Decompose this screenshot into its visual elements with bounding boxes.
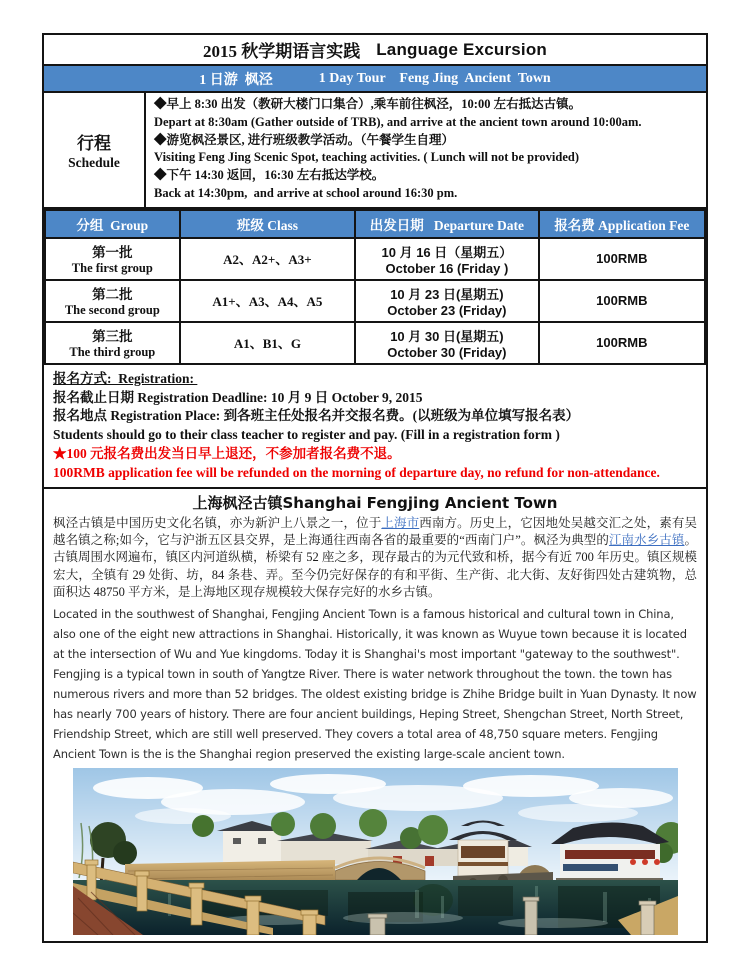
paragraph-text: 西南方。历史上，它因地处吴越交汇之处，素有吴越名镇之称;如今，它与沪浙五区县交界，是上海通往西南各省的最重要的“西南门户”。枫泾为典型的: [53, 515, 697, 547]
cell-group-1: [45, 238, 180, 280]
schedule-item-1-cn: ◆早上 8:30 出发（教研大楼门口集合）,乘车前往枫泾，10:00 左右抵达古镇。: [154, 97, 582, 111]
banner-english: 1 Day Tour Feng Jing Ancient Town: [318, 70, 551, 86]
date-en: October 30 (Friday): [387, 344, 507, 360]
cell-fee-1: 100RMB: [539, 238, 705, 280]
date-en: October 16 (Friday ): [385, 260, 509, 276]
document-title: [44, 35, 706, 66]
header-application-fee: 报名费 Application Fee: [539, 210, 705, 238]
schedule-label-cn: 行程: [77, 133, 111, 153]
schedule-item-2-cn: ◆游览枫泾景区, 进行班级教学活动。（午餐学生自理）: [154, 132, 455, 147]
group-name-en: The third group: [69, 345, 156, 360]
fengjing-photo-illustration: [73, 768, 678, 935]
table-row: [45, 322, 705, 364]
excursion-flyer: [42, 33, 708, 943]
date-cn: 10 月 30 日(星期五): [390, 328, 504, 344]
title-english: Language Excursion: [376, 39, 548, 59]
groups-table-header-row: [45, 210, 705, 238]
header-departure-date: 出发日期 Departure Date: [355, 210, 538, 238]
schedule-item-3-cn: ◆下午 14:30 返回，16:30 左右抵达学校。: [154, 168, 385, 183]
header-class: 班级 Class: [180, 210, 356, 238]
date-en: October 23 (Friday): [387, 302, 507, 318]
schedule-item-2-en: Visiting Feng Jing Scenic Spot, teaching activities. ( Lunch will not be provided): [154, 150, 580, 165]
date-cn: 10 月 16 日（星期五）: [381, 244, 513, 260]
inline-link[interactable]: 上海市: [381, 515, 420, 530]
date-cn: 10 月 23 日(星期五): [390, 286, 504, 302]
fengjing-description-en: Located in the southwest of Shanghai, Fengjing Ancient Town is a famous historical and cultural town in China, also one of the eight new attractions in Shanghai. Historically, it was known as Wuyue town because it is located at the intersection of Wu and Yue kingdoms. Today it is Shanghai's most important "gateway to the southwest". Fengjing is a typical town in south of Yangtze River. There is water network throughout the town. the town has numerous rivers and more than 52 bridges. The oldest existing bridge is Zhihe Bridge built in Yuan Dynasty. It now has nearly 700 years of history. There are four ancient buildings, Heping Street, Shengchan Street, North Street, Friendship Street, which are still well preserved. They covers a total area of 48,750 square meters. Fengjing Ancient Town is the is the Shanghai region preserved the existing large-scale ancient town.: [53, 606, 697, 761]
cell-group-3: [45, 322, 180, 364]
schedule-item-3-en: Back at 14:30pm, and arrive at school around 16:30 pm.: [154, 185, 458, 200]
cell-date-1: [355, 238, 538, 280]
refund-notice-cn: ★100 元报名费出发当日早上退还，不参加者报名费不退。: [53, 445, 401, 461]
registration-place-en: Students should go to their class teacher to register and pay. (Fill in a registration form ): [53, 427, 560, 443]
cell-classes-1: A2、A2+、A3+: [180, 238, 356, 280]
registration-heading: 报名方式: Registration:: [53, 370, 198, 386]
group-name-cn: 第二批: [92, 287, 133, 303]
schedule-item-1-en: Depart at 8:30am (Gather outside of TRB), and arrive at the ancient town around 10:00am.: [154, 114, 642, 129]
cell-fee-3: 100RMB: [539, 322, 705, 364]
group-name-cn: 第一批: [92, 245, 133, 261]
cell-classes-2: A1+、A3、A4、A5: [180, 280, 356, 322]
cell-classes-3: A1、B1、G: [180, 322, 356, 364]
schedule-items: [146, 93, 706, 207]
cell-date-3: [355, 322, 538, 364]
paragraph-text: 枫泾古镇是中国历史文化名镇，亦为新沪上八景之一，位于: [53, 515, 382, 530]
tour-banner: [44, 66, 706, 93]
registration-deadline: 报名截止日期 Registration Deadline: 10 月 9 日 October 9, 2015: [53, 389, 423, 405]
registration-section: [44, 365, 706, 489]
cell-fee-2: 100RMB: [539, 280, 705, 322]
group-name-cn: 第三批: [92, 329, 133, 345]
table-row: [45, 238, 705, 280]
group-name-en: The first group: [71, 261, 153, 276]
schedule-section: [44, 93, 706, 209]
schedule-label-en: Schedule: [68, 154, 120, 170]
fengjing-section-title: 上海枫泾古镇Shanghai Fengjing Ancient Town: [192, 493, 558, 512]
refund-notice-en: 100RMB application fee will be refunded on the morning of departure day, no refund for non-attendance.: [53, 464, 660, 480]
header-group: 分组 Group: [45, 210, 180, 238]
banner-chinese: 1 日游 枫泾: [199, 72, 273, 88]
fengjing-description-cn: [44, 515, 706, 602]
cell-group-2: [45, 280, 180, 322]
table-row: [45, 280, 705, 322]
fengjing-photo: [73, 768, 678, 935]
group-name-en: The second group: [64, 303, 160, 318]
schedule-label: [44, 93, 146, 207]
fengjing-section: [44, 489, 706, 935]
inline-link[interactable]: 江南水乡古镇: [608, 532, 685, 547]
registration-place-cn: 报名地点 Registration Place: 到各班主任处报名并交报名费。(以班级为单位填写报名表）: [53, 408, 580, 424]
groups-table: [44, 209, 706, 365]
cell-date-2: [355, 280, 538, 322]
title-chinese: 2015 秋学期语言实践: [202, 42, 361, 61]
paragraph-text: 。古镇周围水网遍布，镇区内河道纵横，桥梁有 52 座之多，现存最古的为元代致和桥，据今有近 700 年历史。镇区规模宏大，全镇有 29 处街、坊，84 条巷、弄。至今仍完好保存的有和平街、生产街、北大街、友好街四处古建筑物，总面积达 48750 平方米，是上海地区现存规模较大保存完好的水乡古镇。: [53, 532, 697, 600]
